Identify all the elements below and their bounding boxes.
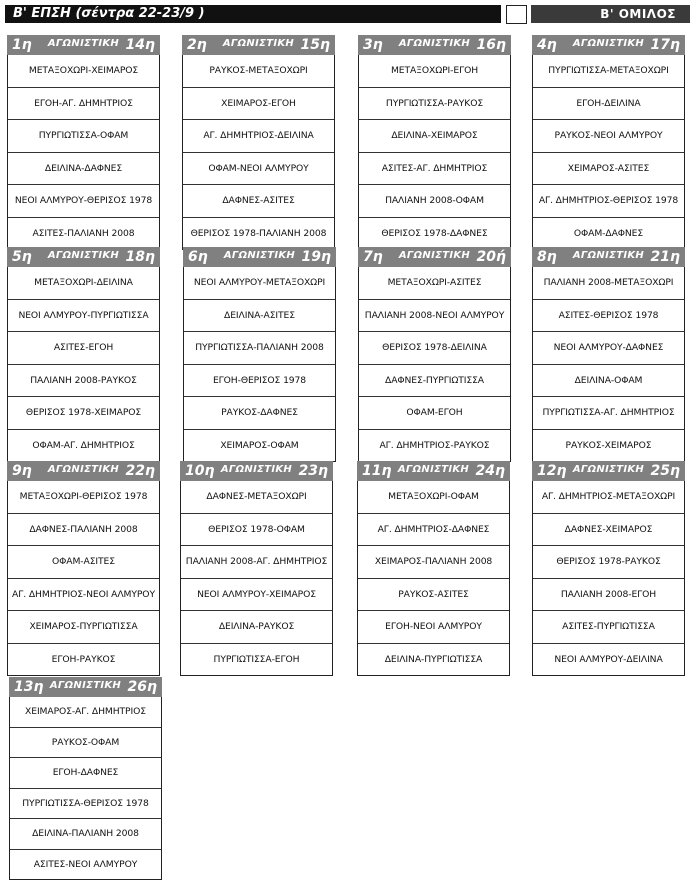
match-item: ΕΓΟΗ-ΔΕΙΛΙΝΑ: [533, 88, 684, 121]
match-item: ΑΣΙΤΕΣ-ΝΕΟΙ ΑΛΜΥΡΟΥ: [33, 858, 138, 870]
match-list: [7, 481, 160, 676]
round-first-leg: 6η: [188, 249, 208, 265]
match-list: [183, 267, 336, 462]
match-list: [532, 481, 685, 676]
round-second-leg: 23η: [298, 463, 328, 479]
match-item: ΧΕΙΜΑΡΟΣ-ΟΦΑΜ: [220, 439, 299, 451]
match-item: ΑΓ. ΔΗΜΗΤΡΙΟΣ-ΝΕΟΙ ΑΛΜΥΡΟΥ: [8, 579, 159, 612]
match-item: ΡΑΥΚΟΣ-ΔΑΦΝΕΣ: [184, 397, 335, 430]
match-item: ΡΑΥΚΟΣ-ΑΣΙΤΕΣ: [358, 579, 509, 612]
match-item: ΝΕΟΙ ΑΛΜΥΡΟΥ-ΧΕΙΜΑΡΟΣ: [181, 579, 332, 612]
match-item: ΘΕΡΙΣΟΣ 1978-ΡΑΥΚΟΣ: [533, 546, 684, 579]
round-first-leg: 7η: [363, 249, 383, 265]
match-item: ΑΣΙΤΕΣ-ΘΕΡΙΣΟΣ 1978: [533, 300, 684, 333]
match-item: ΠΑΛΙΑΝΗ 2008-ΑΓ. ΔΗΜΗΤΡΙΟΣ: [181, 546, 332, 579]
round-label: ΑΓΩΝΙΣΤΙΚΗ: [49, 680, 122, 691]
match-item: ΘΕΡΙΣΟΣ 1978-ΟΦΑΜ: [181, 514, 332, 547]
match-item: ΔΑΦΝΕΣ-ΠΥΡΓΙΩΤΙΣΣΑ: [359, 365, 510, 398]
round-card-9: [7, 461, 160, 676]
match-list: [7, 267, 160, 462]
round-label: ΑΓΩΝΙΣΤΙΚΗ: [398, 38, 471, 49]
match-item: ΕΓΟΗ-ΔΑΦΝΕΣ: [10, 758, 161, 789]
match-item: ΝΕΟΙ ΑΛΜΥΡΟΥ-ΘΕΡΙΣΟΣ 1978: [8, 185, 159, 218]
match-list: [532, 267, 685, 462]
match-item: ΕΓΟΗ-ΘΕΡΙΣΟΣ 1978: [184, 365, 335, 398]
round-card-11: [357, 461, 510, 676]
match-item: ΜΕΤΑΞΟΧΩΡΙ-ΟΦΑΜ: [358, 481, 509, 514]
round-label: ΑΓΩΝΙΣΤΙΚΗ: [572, 464, 645, 475]
round-card-4: [532, 35, 685, 250]
round-header: [7, 461, 160, 481]
round-second-leg: 15η: [300, 37, 330, 53]
match-item: ΔΕΙΛΙΝΑ-ΡΑΥΚΟΣ: [181, 611, 332, 644]
match-item: ΡΑΥΚΟΣ-ΟΦΑΜ: [10, 728, 161, 759]
match-list: [357, 481, 510, 676]
round-header: [358, 247, 511, 267]
round-card-10: [180, 461, 333, 676]
round-card-13: [9, 677, 162, 880]
round-first-leg: 9η: [12, 463, 32, 479]
round-card-12: [532, 461, 685, 676]
match-item: ΔΑΦΝΕΣ-ΑΣΙΤΕΣ: [183, 185, 334, 218]
page-title: Β' ΕΠΣΗ (σέντρα 22-23/9 ): [5, 5, 501, 23]
match-item: ΡΑΥΚΟΣ-ΧΕΙΜΑΡΟΣ: [565, 439, 652, 451]
round-card-3: [358, 35, 511, 250]
round-card-7: [358, 247, 511, 462]
match-item: ΠΥΡΓΙΩΤΙΣΣΑ-ΜΕΤΑΞΟΧΩΡΙ: [533, 55, 684, 88]
match-item: ΠΑΛΙΑΝΗ 2008-ΡΑΥΚΟΣ: [8, 365, 159, 398]
round-label: ΑΓΩΝΙΣΤΙΚΗ: [222, 38, 295, 49]
match-item: ΘΕΡΙΣΟΣ 1978-ΠΑΛΙΑΝΗ 2008: [190, 227, 327, 239]
round-second-leg: 20ή: [476, 249, 506, 265]
match-item: ΔΕΙΛΙΝΑ-ΔΑΦΝΕΣ: [8, 153, 159, 186]
round-header: [9, 677, 162, 697]
match-list: [358, 55, 511, 250]
round-header: [7, 247, 160, 267]
match-item: ΑΓ. ΔΗΜΗΤΡΙΟΣ-ΔΑΦΝΕΣ: [358, 514, 509, 547]
match-list: [9, 697, 162, 880]
match-item: ΝΕΟΙ ΑΛΜΥΡΟΥ-ΠΥΡΓΙΩΤΙΣΣΑ: [8, 300, 159, 333]
round-second-leg: 22η: [125, 463, 155, 479]
round-header: [532, 247, 685, 267]
match-item: ΔΕΙΛΙΝΑ-ΑΣΙΤΕΣ: [184, 300, 335, 333]
round-second-leg: 25η: [650, 463, 680, 479]
round-label: ΑΓΩΝΙΣΤΙΚΗ: [572, 38, 645, 49]
match-item: ΔΑΦΝΕΣ-ΠΑΛΙΑΝΗ 2008: [8, 514, 159, 547]
match-item: ΑΣΙΤΕΣ-ΠΥΡΓΙΩΤΙΣΣΑ: [533, 611, 684, 644]
round-first-leg: 12η: [537, 463, 567, 479]
match-item: ΠΑΛΙΑΝΗ 2008-ΟΦΑΜ: [359, 185, 510, 218]
match-item: ΜΕΤΑΞΟΧΩΡΙ-ΧΕΙΜΑΡΟΣ: [8, 55, 159, 88]
match-item: ΔΑΦΝΕΣ-ΧΕΙΜΑΡΟΣ: [533, 514, 684, 547]
round-label: ΑΓΩΝΙΣΤΙΚΗ: [397, 464, 470, 475]
round-label: ΑΓΩΝΙΣΤΙΚΗ: [220, 464, 293, 475]
round-card-6: [183, 247, 336, 462]
match-list: [358, 267, 511, 462]
round-second-leg: 18η: [125, 249, 155, 265]
match-item: ΧΕΙΜΑΡΟΣ-ΑΓ. ΔΗΜΗΤΡΙΟΣ: [10, 697, 161, 728]
match-item: ΧΕΙΜΑΡΟΣ-ΠΑΛΙΑΝΗ 2008: [358, 546, 509, 579]
match-item: ΧΕΙΜΑΡΟΣ-ΕΓΟΗ: [183, 88, 334, 121]
match-item: ΠΥΡΓΙΩΤΙΣΣΑ-ΑΓ. ΔΗΜΗΤΡΙΟΣ: [533, 397, 684, 430]
round-card-8: [532, 247, 685, 462]
round-second-leg: 21η: [650, 249, 680, 265]
match-item: ΑΣΙΤΕΣ-ΕΓΟΗ: [8, 332, 159, 365]
match-item: ΠΥΡΓΙΩΤΙΣΣΑ-ΕΓΟΗ: [213, 653, 300, 665]
match-list: [182, 55, 335, 250]
round-second-leg: 19η: [301, 249, 331, 265]
match-item: ΔΕΙΛΙΝΑ-ΠΥΡΓΙΩΤΙΣΣΑ: [384, 653, 483, 665]
round-card-1: [7, 35, 160, 250]
match-item: ΕΓΟΗ-ΡΑΥΚΟΣ: [51, 653, 116, 665]
match-item: ΔΕΙΛΙΝΑ-ΠΑΛΙΑΝΗ 2008: [10, 819, 161, 850]
match-item: ΜΕΤΑΞΟΧΩΡΙ-ΕΓΟΗ: [359, 55, 510, 88]
match-item: ΔΕΙΛΙΝΑ-ΟΦΑΜ: [533, 365, 684, 398]
match-list: [180, 481, 333, 676]
round-first-leg: 4η: [537, 37, 557, 53]
round-label: ΑΓΩΝΙΣΤΙΚΗ: [47, 464, 120, 475]
round-header: [182, 35, 335, 55]
match-item: ΡΑΥΚΟΣ-ΝΕΟΙ ΑΛΜΥΡΟΥ: [533, 120, 684, 153]
match-item: ΠΑΛΙΑΝΗ 2008-ΕΓΟΗ: [533, 579, 684, 612]
match-item: ΑΓ. ΔΗΜΗΤΡΙΟΣ-ΜΕΤΑΞΟΧΩΡΙ: [533, 481, 684, 514]
match-item: ΠΥΡΓΙΩΤΙΣΣΑ-ΟΦΑΜ: [8, 120, 159, 153]
round-second-leg: 24η: [475, 463, 505, 479]
match-item: ΠΥΡΓΙΩΤΙΣΣΑ-ΠΑΛΙΑΝΗ 2008: [184, 332, 335, 365]
round-label: ΑΓΩΝΙΣΤΙΚΗ: [47, 38, 120, 49]
match-item: ΠΥΡΓΙΩΤΙΣΣΑ-ΘΕΡΙΣΟΣ 1978: [10, 789, 161, 820]
match-item: ΟΦΑΜ-ΑΓ. ΔΗΜΗΤΡΙΟΣ: [32, 439, 135, 451]
round-second-leg: 16η: [476, 37, 506, 53]
match-item: ΔΕΙΛΙΝΑ-ΧΕΙΜΑΡΟΣ: [359, 120, 510, 153]
round-card-5: [7, 247, 160, 462]
round-first-leg: 10η: [185, 463, 215, 479]
match-item: ΕΓΟΗ-ΑΓ. ΔΗΜΗΤΡΙΟΣ: [8, 88, 159, 121]
match-item: ΝΕΟΙ ΑΛΜΥΡΟΥ-ΔΑΦΝΕΣ: [533, 332, 684, 365]
match-item: ΑΣΙΤΕΣ-ΠΑΛΙΑΝΗ 2008: [32, 227, 135, 239]
match-item: ΝΕΟΙ ΑΛΜΥΡΟΥ-ΜΕΤΑΞΟΧΩΡΙ: [184, 267, 335, 300]
match-item: ΝΕΟΙ ΑΛΜΥΡΟΥ-ΔΕΙΛΙΝΑ: [554, 653, 663, 665]
group-title: Β' ΟΜΙΛΟΣ: [531, 5, 690, 23]
round-header: [7, 35, 160, 55]
round-label: ΑΓΩΝΙΣΤΙΚΗ: [47, 250, 120, 261]
round-card-2: [182, 35, 335, 250]
round-first-leg: 1η: [12, 37, 32, 53]
match-item: ΜΕΤΑΞΟΧΩΡΙ-ΔΕΙΛΙΝΑ: [8, 267, 159, 300]
match-item: ΡΑΥΚΟΣ-ΜΕΤΑΞΟΧΩΡΙ: [183, 55, 334, 88]
round-header: [358, 35, 511, 55]
round-first-leg: 5η: [12, 249, 32, 265]
match-item: ΘΕΡΙΣΟΣ 1978-ΔΕΙΛΙΝΑ: [359, 332, 510, 365]
match-item: ΜΕΤΑΞΟΧΩΡΙ-ΑΣΙΤΕΣ: [359, 267, 510, 300]
round-label: ΑΓΩΝΙΣΤΙΚΗ: [223, 250, 296, 261]
round-second-leg: 17η: [650, 37, 680, 53]
round-label: ΑΓΩΝΙΣΤΙΚΗ: [398, 250, 471, 261]
match-item: ΟΦΑΜ-ΕΓΟΗ: [359, 397, 510, 430]
header-empty-box: [506, 5, 527, 24]
match-list: [7, 55, 160, 250]
round-first-leg: 2η: [187, 37, 207, 53]
match-list: [532, 55, 685, 250]
round-header: [532, 461, 685, 481]
round-header: [532, 35, 685, 55]
round-label: ΑΓΩΝΙΣΤΙΚΗ: [572, 250, 645, 261]
match-item: ΟΦΑΜ-ΔΑΦΝΕΣ: [573, 227, 644, 239]
match-item: ΠΑΛΙΑΝΗ 2008-ΜΕΤΑΞΟΧΩΡΙ: [533, 267, 684, 300]
round-first-leg: 3η: [363, 37, 383, 53]
match-item: ΠΑΛΙΑΝΗ 2008-ΝΕΟΙ ΑΛΜΥΡΟΥ: [359, 300, 510, 333]
match-item: ΕΓΟΗ-ΝΕΟΙ ΑΛΜΥΡΟΥ: [358, 611, 509, 644]
match-item: ΑΓ. ΔΗΜΗΤΡΙΟΣ-ΘΕΡΙΣΟΣ 1978: [533, 185, 684, 218]
match-item: ΧΕΙΜΑΡΟΣ-ΠΥΡΓΙΩΤΙΣΣΑ: [8, 611, 159, 644]
round-header: [183, 247, 336, 267]
round-first-leg: 11η: [362, 463, 392, 479]
round-header: [357, 461, 510, 481]
match-item: ΠΥΡΓΙΩΤΙΣΣΑ-ΡΑΥΚΟΣ: [359, 88, 510, 121]
round-second-leg: 14η: [125, 37, 155, 53]
match-item: ΧΕΙΜΑΡΟΣ-ΑΣΙΤΕΣ: [533, 153, 684, 186]
match-item: ΟΦΑΜ-ΝΕΟΙ ΑΛΜΥΡΟΥ: [183, 153, 334, 186]
match-item: ΜΕΤΑΞΟΧΩΡΙ-ΘΕΡΙΣΟΣ 1978: [8, 481, 159, 514]
match-item: ΘΕΡΙΣΟΣ 1978-ΔΑΦΝΕΣ: [381, 227, 488, 239]
match-item: ΑΓ. ΔΗΜΗΤΡΙΟΣ-ΔΕΙΛΙΝΑ: [183, 120, 334, 153]
match-item: ΘΕΡΙΣΟΣ 1978-ΧΕΙΜΑΡΟΣ: [8, 397, 159, 430]
round-first-leg: 13η: [14, 679, 44, 695]
match-item: ΟΦΑΜ-ΑΣΙΤΕΣ: [8, 546, 159, 579]
match-item: ΔΑΦΝΕΣ-ΜΕΤΑΞΟΧΩΡΙ: [181, 481, 332, 514]
round-first-leg: 8η: [537, 249, 557, 265]
round-header: [180, 461, 333, 481]
round-second-leg: 26η: [127, 679, 157, 695]
match-item: ΑΣΙΤΕΣ-ΑΓ. ΔΗΜΗΤΡΙΟΣ: [359, 153, 510, 186]
match-item: ΑΓ. ΔΗΜΗΤΡΙΟΣ-ΡΑΥΚΟΣ: [379, 439, 490, 451]
